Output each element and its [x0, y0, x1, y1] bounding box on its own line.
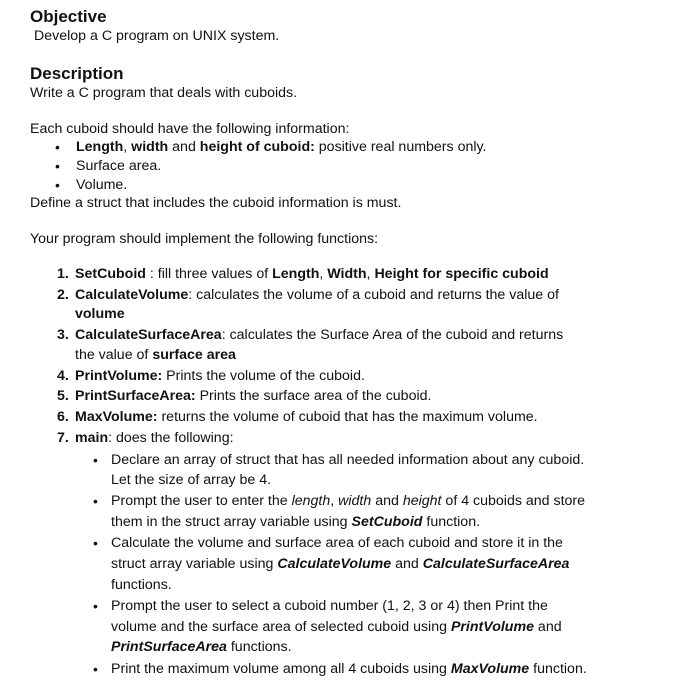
function-item-printvolume: PrintVolume: Prints the volume of the cuboid. [75, 368, 365, 384]
function-number: 1. [57, 266, 69, 282]
main-step-declare-cont: Let the size of array be 4. [111, 472, 272, 488]
function-item-maxvolume: MaxVolume: returns the volume of cuboid that has the maximum volume. [75, 409, 538, 425]
function-number: 4. [57, 368, 69, 384]
function-number: 3. [57, 327, 69, 343]
main-step-calculate: Calculate the volume and surface area of each cuboid and store it in the [111, 535, 563, 551]
function-item-printsurfacearea: PrintSurfaceArea: Prints the surface area of the cuboid. [75, 388, 432, 404]
main-step-prompt-dimensions-cont: them in the struct array variable using SetCuboid function. [111, 514, 481, 530]
main-step-select-cuboid: Prompt the user to select a cuboid number (1, 2, 3 or 4) then Print the [111, 598, 548, 614]
function-item-calculatevolume: CalculateVolume: calculates the volume of a cuboid and returns the value of [75, 287, 559, 303]
function-number: 2. [57, 287, 69, 303]
bullet-icon: • [55, 177, 60, 193]
function-item-main: main: does the following: [75, 430, 234, 446]
main-step-select-cuboid-cont: volume and the surface area of selected cuboid using PrintVolume and [111, 619, 562, 635]
function-number: 6. [57, 409, 69, 425]
function-item-calculatevolume-cont: volume [75, 306, 125, 322]
bullet-icon: • [93, 493, 98, 509]
objective-text: Develop a C program on UNIX system. [34, 28, 280, 44]
main-step-calculate-cont2: functions. [111, 577, 172, 593]
info-item-volume: Volume. [76, 177, 128, 193]
info-item-surface-area: Surface area. [76, 158, 162, 174]
description-heading: Description [30, 64, 124, 83]
function-number: 7. [57, 430, 69, 446]
bullet-icon: • [93, 535, 98, 551]
bullet-icon: • [55, 158, 60, 174]
info-item-dimensions: Length, width and height of cuboid: positive real numbers only. [76, 139, 487, 155]
bullet-icon: • [55, 139, 60, 155]
info-intro: Each cuboid should have the following information: [30, 121, 350, 137]
main-step-declare: Declare an array of struct that has all needed information about any cuboid. [111, 452, 585, 468]
main-step-select-cuboid-cont2: PrintSurfaceArea functions. [111, 639, 292, 655]
main-step-prompt-dimensions: Prompt the user to enter the length, width and height of 4 cuboids and store [111, 493, 586, 509]
bullet-icon: • [93, 598, 98, 614]
bullet-icon: • [93, 452, 98, 468]
main-step-calculate-cont: struct array variable using CalculateVolume and CalculateSurfaceArea [111, 556, 570, 572]
struct-note: Define a struct that includes the cuboid information is must. [30, 195, 402, 211]
bullet-icon: • [93, 661, 98, 677]
function-item-setcuboid: SetCuboid : fill three values of Length, Width, Height for specific cuboid [75, 266, 549, 282]
function-number: 5. [57, 388, 69, 404]
function-item-calculatesurfacearea-cont: the value of surface area [75, 347, 236, 363]
main-step-print-max: Print the maximum volume among all 4 cuboids using MaxVolume function. [111, 661, 587, 677]
functions-intro: Your program should implement the following functions: [30, 231, 379, 247]
function-item-calculatesurfacearea: CalculateSurfaceArea: calculates the Surface Area of the cuboid and returns [75, 327, 564, 343]
description-text: Write a C program that deals with cuboids. [30, 85, 298, 101]
objective-heading: Objective [30, 7, 107, 26]
